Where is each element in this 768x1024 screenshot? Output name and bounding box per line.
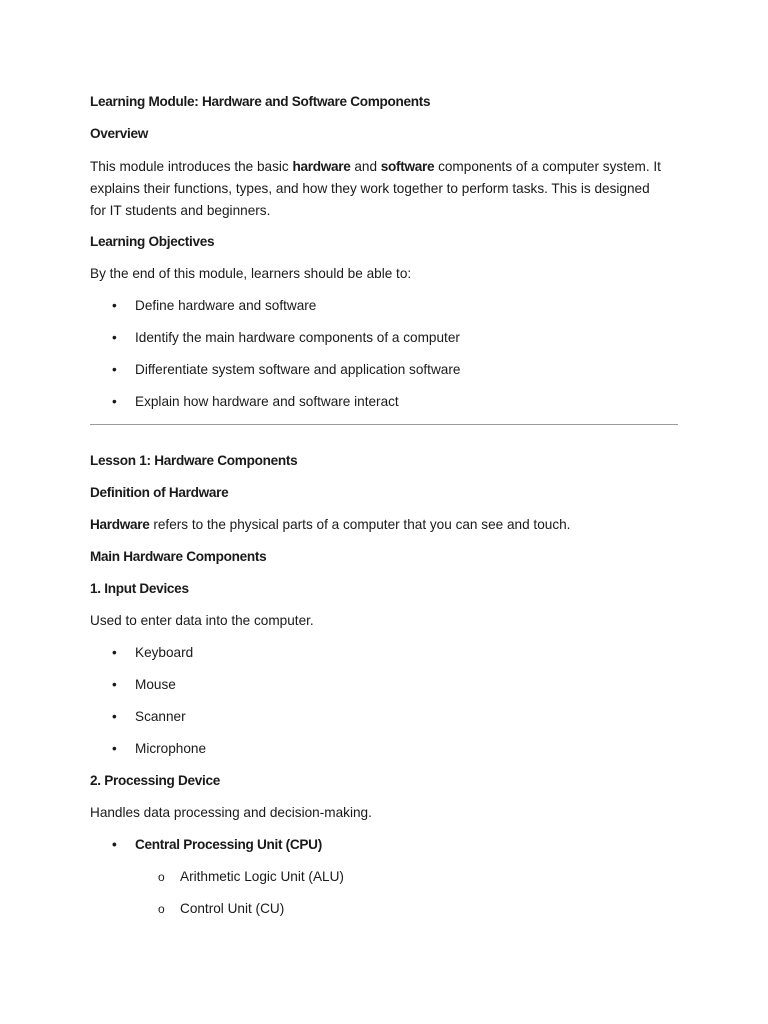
list-item (90, 643, 680, 675)
list-item (90, 392, 680, 412)
bullet-icon: • (112, 837, 117, 852)
list-item (90, 675, 680, 707)
bullet-icon: • (112, 677, 117, 692)
list-item-text: Define hardware and software (135, 298, 317, 313)
bullet-icon: • (112, 645, 117, 660)
list-item (90, 360, 680, 392)
list-item-text: Keyboard (135, 645, 194, 660)
main-components-heading: Main Hardware Components (90, 549, 267, 564)
sub-bullet-icon: o (158, 902, 165, 916)
processing-device-text: Handles data processing and decision-making. (90, 805, 372, 820)
bullet-icon: • (112, 741, 117, 756)
overview-text: and (350, 159, 381, 174)
bullet-icon: • (112, 298, 117, 313)
list-item-text: Differentiate system software and application software (135, 362, 461, 377)
overview-text: This module introduces the basic (90, 159, 293, 174)
list-item (90, 739, 680, 771)
module-title: Learning Module: Hardware and Software Components (90, 94, 431, 109)
section-divider (90, 424, 678, 425)
overview-line-1 (90, 156, 680, 178)
overview-line-3: for IT students and beginners. (90, 203, 271, 218)
definition-body: refers to the physical parts of a computer that you can see and touch. (149, 517, 571, 532)
bullet-icon: • (112, 362, 117, 377)
list-item-text: Microphone (135, 741, 207, 756)
input-devices-heading: 1. Input Devices (90, 581, 189, 596)
objectives-heading: Learning Objectives (90, 234, 215, 249)
hardware-term: hardware (292, 159, 351, 174)
input-devices-text: Used to enter data into the computer. (90, 613, 314, 628)
sub-list-item (90, 899, 680, 931)
list-item (90, 328, 680, 360)
definition-term: Hardware (90, 517, 150, 532)
software-term: software (380, 159, 435, 174)
bullet-icon: • (112, 394, 117, 409)
list-item (90, 835, 680, 867)
document-content (90, 92, 680, 931)
list-item-text: Mouse (135, 677, 176, 692)
list-item-text: Identify the main hardware components of a computer (135, 330, 460, 345)
bullet-icon: • (112, 709, 117, 724)
cpu-item-text: Central Processing Unit (CPU) (135, 837, 322, 852)
list-item-text: Explain how hardware and software interact (135, 394, 399, 409)
bullet-icon: • (112, 330, 117, 345)
list-item (90, 707, 680, 739)
definition-text (90, 515, 680, 547)
sub-bullet-icon: o (158, 870, 165, 884)
lesson-heading: Lesson 1: Hardware Components (90, 453, 298, 468)
overview-text: components of a computer system. It (434, 159, 661, 174)
overview-heading: Overview (90, 126, 149, 141)
overview-line-2: explains their functions, types, and how they work together to perform tasks. This is designed (90, 181, 650, 196)
sub-list-item (90, 867, 680, 899)
overview-paragraph (90, 156, 680, 222)
sub-list-item-text: Arithmetic Logic Unit (ALU) (180, 869, 344, 884)
processing-device-heading: 2. Processing Device (90, 773, 221, 788)
list-item (90, 296, 680, 328)
objectives-intro: By the end of this module, learners should be able to: (90, 266, 412, 281)
sub-list-item-text: Control Unit (CU) (180, 901, 285, 916)
definition-heading: Definition of Hardware (90, 485, 229, 500)
list-item-text: Scanner (135, 709, 186, 724)
